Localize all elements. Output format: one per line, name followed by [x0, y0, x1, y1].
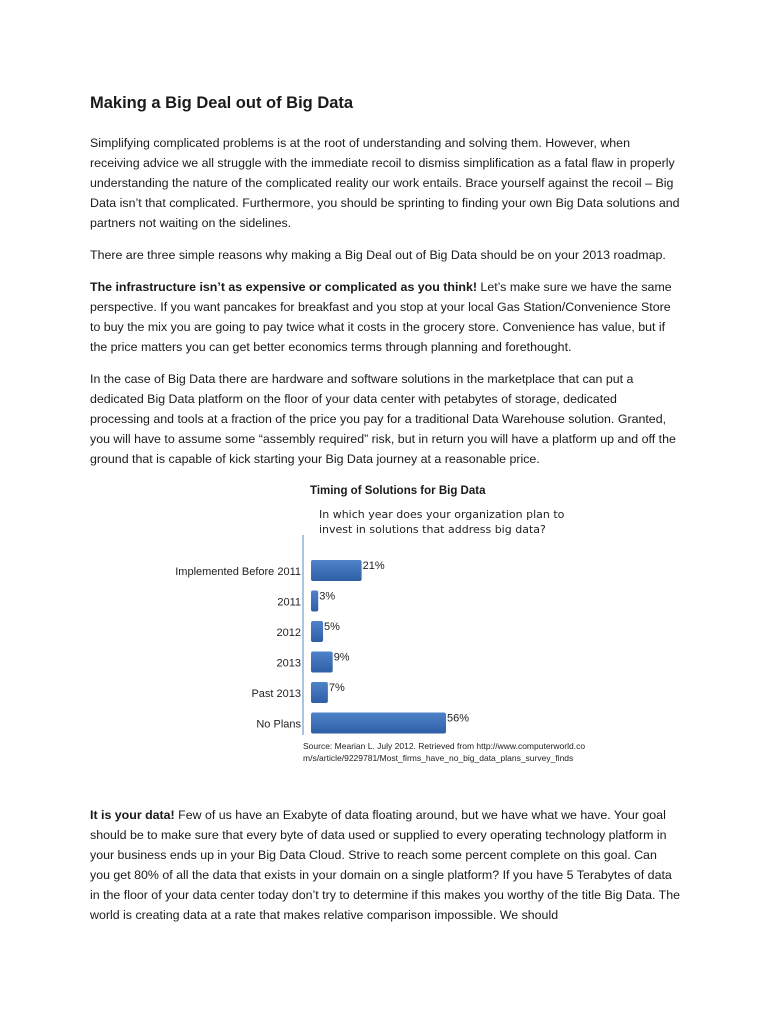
chart-bar	[311, 713, 446, 734]
paragraph-intro: Simplifying complicated problems is at the root of understanding and solving them. However, when receiving advice we all struggle with the immediate recoil to dismiss simplification as a fatal flaw in properly understanding the nature of the complicated reality our work entails. Brace yourself against the recoil – Big Data isn’t that complicated. Furthermore, you should be sprinting to finding your own Big Data solutions and partners not waiting on the sidelines.	[90, 136, 680, 230]
paragraph-infrastructure	[90, 277, 680, 357]
chart-bar	[311, 621, 323, 642]
timing-chart	[90, 485, 680, 785]
chart-plot	[90, 485, 680, 745]
paragraph-your-data-body: Few of us have an Exabyte of data floating around, but we have what we have. Your goal should be to make sure that every byte of data used or supplied to every operating technology platform in your business ends up in your Big Data Cloud. Strive to reach some percent complete on this goal. Can you get 80% of all the data that exists in your domain on a single platform? If you have 5 Terabytes of data in the floor of your data center today don’t try to determine if this makes you worthy of the title Big Data. The world is creating data at a rate that makes relative comparison impossible. We should	[90, 808, 681, 922]
chart-value-label: 5%	[324, 621, 340, 633]
chart-value-label: 56%	[447, 712, 470, 725]
chart-bar	[311, 560, 362, 581]
chart-bar	[311, 591, 318, 612]
document-page	[90, 92, 680, 937]
paragraph-infrastructure-body: Let’s make sure we have the same perspective. If you want pancakes for breakfast and you stop at your local Gas Station/Convenience Store to buy the mix you are going to pay twice what it costs in the grocery store. Convenience has value, but if the price matters you can get better economics terms through planning and forethought.	[90, 280, 672, 354]
chart-category-label: Implemented Before 2011	[175, 566, 301, 578]
paragraph-your-data-lead: It is your data!	[90, 808, 175, 822]
paragraph-your-data	[90, 805, 680, 925]
chart-category-label: 2012	[276, 627, 301, 639]
chart-subtitle: In which year does your organization plan to invest in solutions that address big data?	[319, 508, 565, 536]
chart-title: Timing of Solutions for Big Data	[310, 485, 486, 497]
chart-category-label: Past 2013	[251, 688, 301, 700]
chart-value-label: 9%	[333, 651, 350, 664]
chart-value-label: 21%	[362, 560, 385, 572]
chart-source: Source: Mearian L. July 2012. Retrieved from http://www.computerworld.com/s/article/9229781/Most_firms_have_no_big_data_plans_survey_finds	[303, 741, 586, 763]
paragraph-big-data-case: In the case of Big Data there are hardware and software solutions in the marketplace that can put a dedicated Big Data platform on the floor of your data center with petabytes of storage, dedicated processing and tools at a fraction of the price you pay for a traditional Data Warehouse solution. Granted, you will have to assume some “assembly required” risk, but in return you will have a platform up and off the ground that is capable of kick starting your Big Data journey at a reasonable price.	[90, 372, 676, 466]
document-title: Making a Big Deal out of Big Data	[90, 94, 354, 112]
chart-category-label: No Plans	[256, 718, 301, 731]
chart-value-label: 7%	[328, 682, 345, 694]
paragraph-infrastructure-lead: The infrastructure isn’t as expensive or complicated as you think!	[90, 280, 477, 294]
chart-bar	[311, 652, 333, 673]
chart-bar	[311, 682, 328, 703]
chart-category-label: 2011	[277, 596, 301, 609]
paragraph-reasons: There are three simple reasons why making a Big Deal out of Big Data should be on your 2013 roadmap.	[90, 248, 666, 262]
chart-value-label: 3%	[319, 590, 336, 603]
chart-category-label: 2013	[276, 657, 301, 670]
